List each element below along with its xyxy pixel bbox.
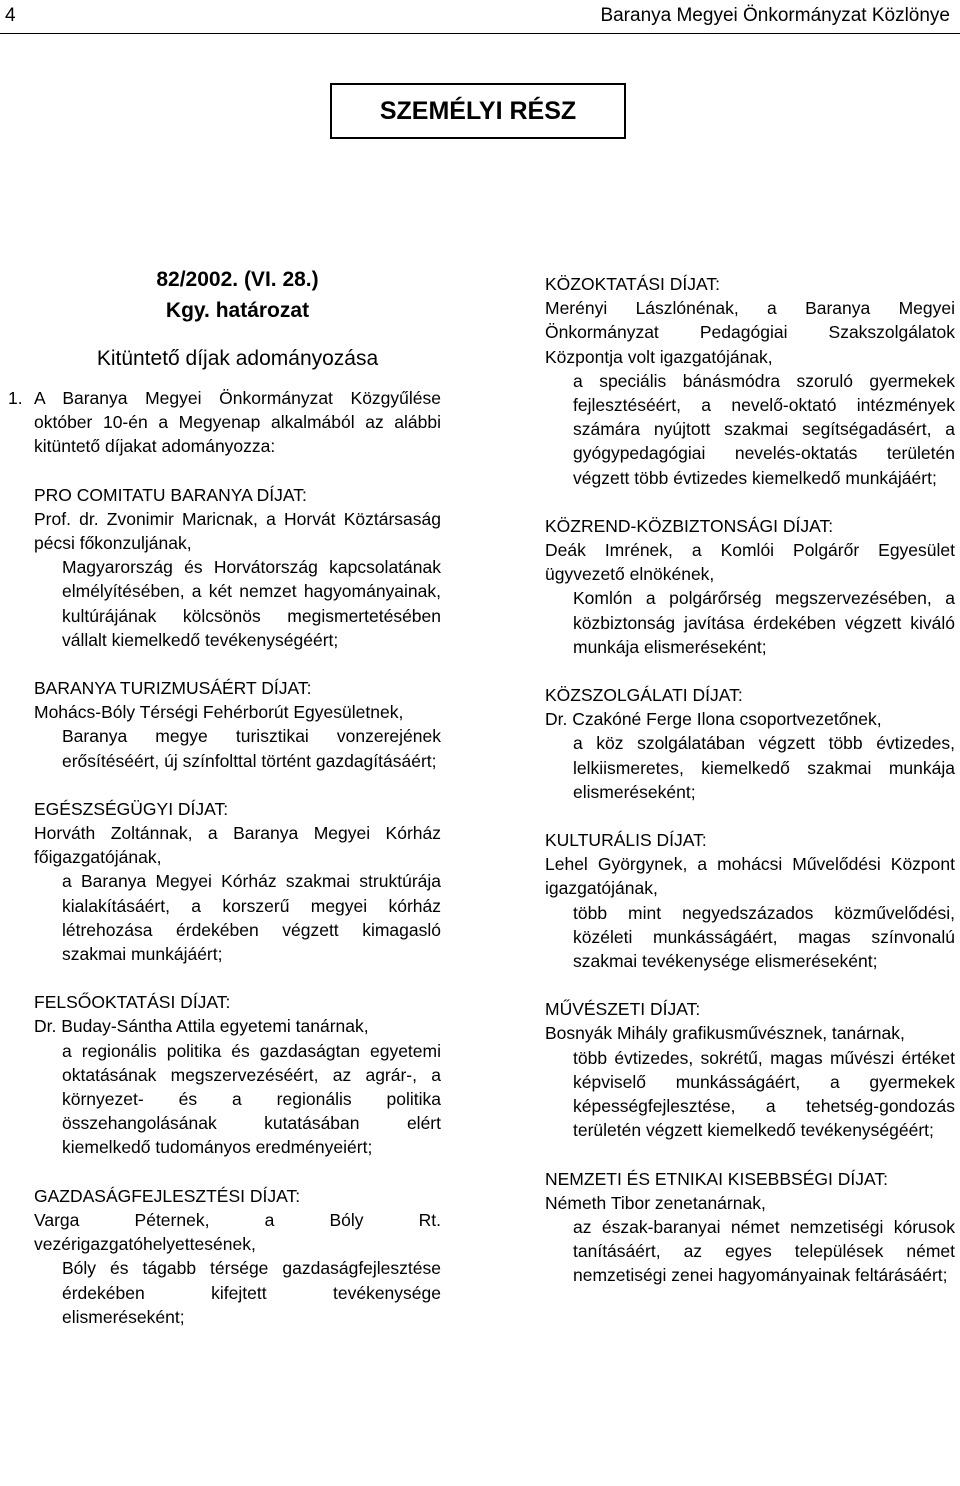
award-category: BARANYA TURIZMUSÁÉRT DÍJAT: xyxy=(34,678,312,699)
header-rule xyxy=(0,33,960,34)
award-recipient: Mohács-Bóly Térségi Fehérborút Egyesületnek, xyxy=(34,702,404,723)
award-category: KULTURÁLIS DÍJAT: xyxy=(545,830,707,851)
resolution-type: Kgy. határozat xyxy=(165,299,310,322)
award-recipient: Horváth Zoltánnak, a Baranya Megyei Kórház főigazgatójának, xyxy=(34,823,441,868)
award-category: EGÉSZSÉGÜGYI DÍJAT: xyxy=(34,798,229,819)
award-category: KÖZOKTATÁSI DÍJAT: xyxy=(545,274,721,294)
award-reason: Magyarország és Horvátország kapcsolatának elmélyítésében, a két nemzet hagyományainak, kultúrájának kölcsönös megismertetésében vállalt kiemelkedő tevékenységéért; xyxy=(62,557,441,650)
award-gazdasagfejlesztesi xyxy=(34,1184,441,1329)
award-category: NEMZETI ÉS ETNIKAI KISEBBSÉGI DÍJAT: xyxy=(545,1168,888,1189)
award-recipient: Bosnyák Mihály grafikusművésznek, tanárnak, xyxy=(545,1023,905,1044)
left-column xyxy=(8,268,441,1353)
award-recipient: Deák Imrének, a Komlói Polgárőr Egyesület ügyvezető elnökének, xyxy=(545,540,955,585)
award-reason: a Baranya Megyei Kórház szakmai struktúrája kialakításáért, a korszerű megyei kórház létrehozása érdekében végzett kimagasló szakmai munkájáért; xyxy=(62,871,441,965)
award-kulturalis xyxy=(545,828,955,973)
award-kozoktatasi xyxy=(545,272,955,490)
award-recipient: Dr. Czakóné Ferge Ilona csoportvezetőnek, xyxy=(545,709,882,730)
award-category: KÖZREND-KÖZBIZTONSÁGI DÍJAT: xyxy=(545,515,834,536)
award-reason: több évtizedes, sokrétű, magas művészi értéket képviselő munkásságáért, a gyermekek képességfejlesztése, a tehetség-gondozás területén végzett kiemelkedő tevékenységéért; xyxy=(573,1047,955,1141)
award-category: GAZDASÁGFEJLESZTÉSI DÍJAT: xyxy=(34,1185,301,1206)
award-category: KÖZSZOLGÁLATI DÍJAT: xyxy=(545,685,743,706)
award-pro-comitatu xyxy=(34,483,441,652)
resolution-intro xyxy=(8,386,441,459)
award-reason: Bóly és tágabb térsége gazdaságfejlesztése érdekében kifejtett tevékenysége elismeréseként; xyxy=(62,1258,441,1327)
page-number: 4 xyxy=(5,5,16,26)
award-kisebbsegi xyxy=(545,1167,955,1288)
publication-title: Baranya Megyei Önkormányzat Közlönye xyxy=(600,5,950,26)
award-reason: több mint negyedszázados közművelődési, közéleti munkásságáért, magas színvonalú szakmai tevékenysége elismeréseként; xyxy=(573,902,955,972)
award-recipient: Németh Tibor zenetanárnak, xyxy=(545,1192,766,1213)
section-title: SZEMÉLYI RÉSZ xyxy=(330,83,626,139)
award-category: MŰVÉSZETI DÍJAT: xyxy=(545,999,701,1020)
intro-number: 1. xyxy=(8,388,23,408)
award-category: FELSŐOKTATÁSI DÍJAT: xyxy=(34,992,231,1013)
award-recipient: Dr. Buday-Sántha Attila egyetemi tanárnak, xyxy=(34,1016,369,1037)
award-reason: az észak-baranyai német nemzetiségi kórusok tanításáért, az egyes települések német nemzetiségi zenei hagyományainak feltárásáért; xyxy=(573,1216,955,1286)
award-recipient: Prof. dr. Zvonimir Maricnak, a Horvát Köztársaság pécsi főkonzuljának, xyxy=(34,508,441,554)
award-recipient: Lehel Györgynek, a mohácsi Művelődési Központ igazgatójának, xyxy=(545,854,955,899)
award-reason: a speciális bánásmódra szoruló gyermekek fejlesztéséért, a nevelő-oktató intézmények számára nyújtott szakmai segítségadásért, a gyógypedagógiai nevelés-oktatás területén végzett több évtizedes kiemelkedő munkájáért; xyxy=(573,370,955,488)
award-reason: a köz szolgálatában végzett több évtizedes, lelkiismeretes, kiemelkedő szakmai munkája elismeréseként; xyxy=(573,733,955,802)
right-column xyxy=(545,272,955,1312)
resolution-subject: Kitüntető díjak adományozása xyxy=(96,347,379,370)
award-turizmus xyxy=(34,676,441,773)
award-felsooktatasi xyxy=(34,990,441,1159)
award-category: PRO COMITATU BARANYA DÍJAT: xyxy=(34,484,307,505)
page-header xyxy=(0,0,960,36)
award-reason: Baranya megye turisztikai vonzerejének erősítéséért, új színfolttal történt gazdagításáért; xyxy=(62,726,441,771)
award-kozszolgalati xyxy=(545,683,955,804)
award-reason: a regionális politika és gazdaságtan egyetemi oktatásának megszervezéséért, az agrár-, a környezet- és a regionális politika összehangolásának kutatásában elért kiemelkedő tudományos eredményeiért; xyxy=(62,1040,441,1158)
intro-text: A Baranya Megyei Önkormányzat Közgyűlése október 10-én a Megyenap alkalmából az alábbi kitüntető díjakat adományozza: xyxy=(34,388,441,457)
award-egeszsegugyi xyxy=(34,797,441,966)
award-kozrend xyxy=(545,514,955,659)
award-muveszeti xyxy=(545,997,955,1142)
award-recipient: Merényi Lászlónénak, a Baranya Megyei Önkormányzat Pedagógiai Szakszolgálatok Központja volt igazgatójának, xyxy=(545,298,955,367)
resolution-number: 82/2002. (VI. 28.) xyxy=(156,268,319,291)
award-reason: Komlón a polgárőrség megszervezésében, a közbiztonság javítása érdekében végzett kiváló munkája elismeréseként; xyxy=(573,588,955,657)
award-recipient: Varga Péternek, a Bóly Rt. vezérigazgatóhelyettesének, xyxy=(34,1209,441,1255)
